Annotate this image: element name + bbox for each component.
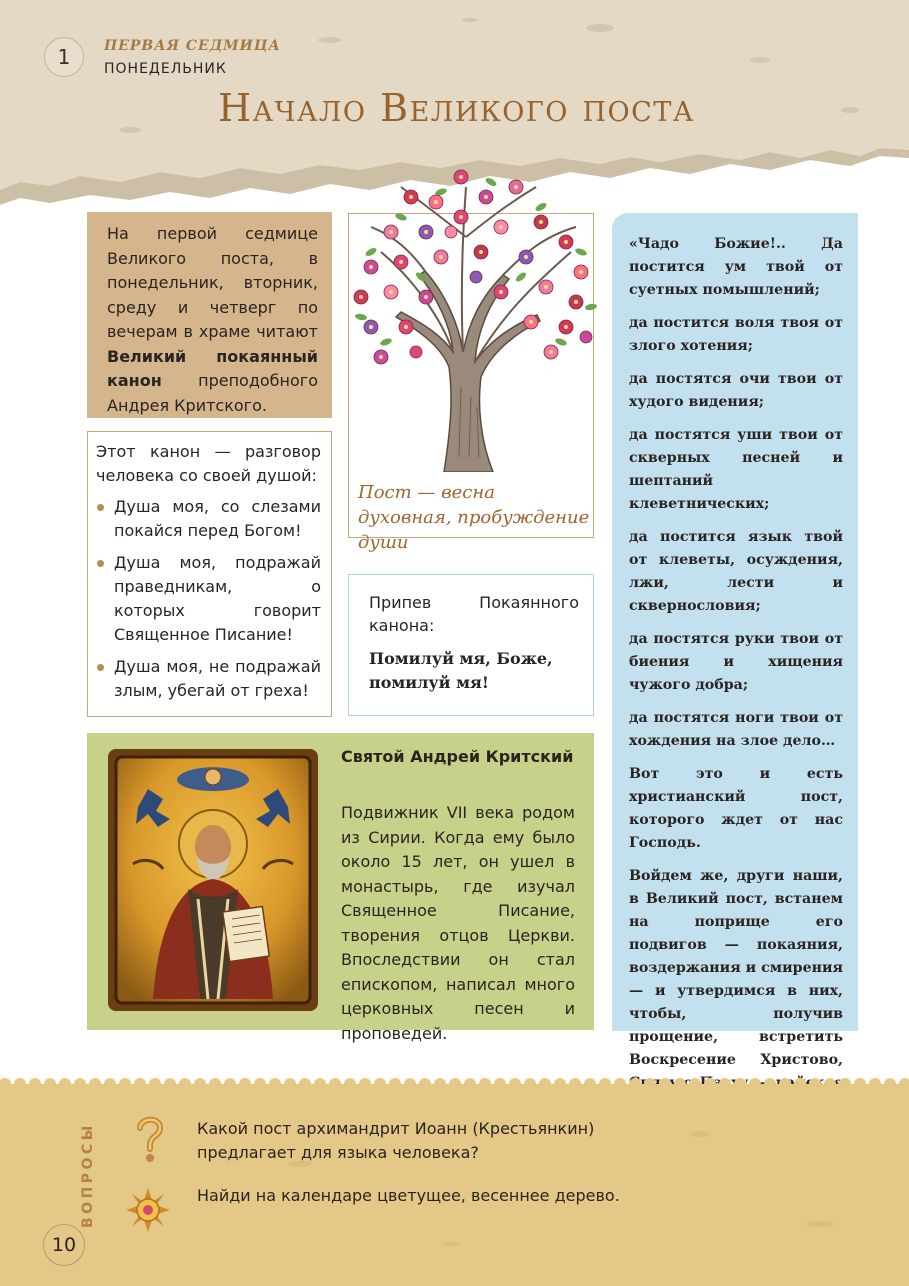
intro-text-after: преподобного Андрея Критского. [107, 371, 318, 415]
quote-paragraph: Войдем же, други наши, в Великий пост, встанем на поприще его подвигов — покаяния, воздержания и смирения — и утвердимся в них, чтобы, получив прощение, встретить Воскресение Христово, — [629, 868, 843, 1091]
list-item: Душа моя, подражай праведникам, о которых говорит Священное Писание! [96, 551, 321, 647]
question-mark-icon [130, 1112, 170, 1164]
saint-icon-image [108, 749, 318, 1011]
quote-paragraph: да постятся очи твои от худого видения; [629, 371, 843, 410]
bullet-icon [97, 664, 104, 671]
question-1: Какой пост архимандрит Иоанн (Крестьянкин) предлагает для языка человека? [197, 1119, 595, 1162]
bullet-icon [97, 560, 104, 567]
quote-paragraph: да постятся руки твои от биения и хищения чужого добра; [629, 631, 843, 693]
bullet-icon [97, 504, 104, 511]
page-title: Начало Великого поста [218, 86, 695, 130]
sun-flower-icon [126, 1188, 170, 1232]
intro-text-bold: Великий покаянный канон [107, 346, 318, 390]
refrain-box [348, 574, 594, 716]
week-label: ПЕРВАЯ СЕДМИЦА [104, 38, 281, 54]
canon-intro: Этот канон — разговор человека со своей душой: [96, 442, 321, 485]
quote-paragraph: «Чадо Божие!.. Да постится ум твой от суетных помышлений; [629, 236, 843, 298]
list-item: Душа моя, не подражай злым, убегай от греха! [96, 655, 321, 703]
quote-paragraph: да постятся ноги твои от хождения на злое дело… [629, 710, 843, 749]
blossoming-tree-illustration [341, 157, 607, 472]
intro-box [87, 212, 332, 418]
saint-name: Святой Андрей Критский [341, 747, 574, 766]
quote-box [612, 213, 858, 1091]
questions-label: ВОПРОСЫ [80, 1122, 96, 1228]
saint-bio: Подвижник VII века родом из Сирии. Когда ему было около 15 лет, он ушел в монастырь, где изучал Священное Писание, творения отцов Церкви. Впоследствии он стал епископом, написал много церковных песен и проповедей. [341, 803, 575, 1043]
canon-box [87, 431, 332, 717]
quote-paragraph: да постится язык твой от клеветы, осуждения, лжи, лести и сквернословия; [629, 529, 843, 614]
quote-paragraph: Вот это и есть христианский пост, которого ждет от нас Господь. [629, 766, 843, 851]
footer-parchment-background [0, 1074, 909, 1286]
day-label: ПОНЕДЕЛЬНИК [104, 61, 227, 77]
refrain-text: Помилуй мя, Боже, помилуй мя! [369, 649, 553, 692]
day-number-circle: 1 [44, 37, 84, 77]
tree-caption: Пост — весна духовная, пробуждение души [358, 482, 590, 553]
page-number: 10 [43, 1224, 85, 1266]
quote-paragraph: да постится воля твоя от злого хотения; [629, 315, 843, 354]
refrain-label: Припев Покаянного канона: [369, 593, 579, 635]
quote-paragraph: да постятся уши твои от скверных песней и шептаний клеветнических; [629, 427, 843, 512]
intro-text-before: На первой седмице Великого поста, в понедельник, вторник, среду и четверг по вечерам в храме читают [107, 224, 318, 341]
list-item: Душа моя, со слезами покайся перед Богом! [96, 495, 321, 543]
question-2: Найди на календаре цветущее, весеннее дерево. [197, 1186, 620, 1205]
canon-list [96, 495, 321, 703]
